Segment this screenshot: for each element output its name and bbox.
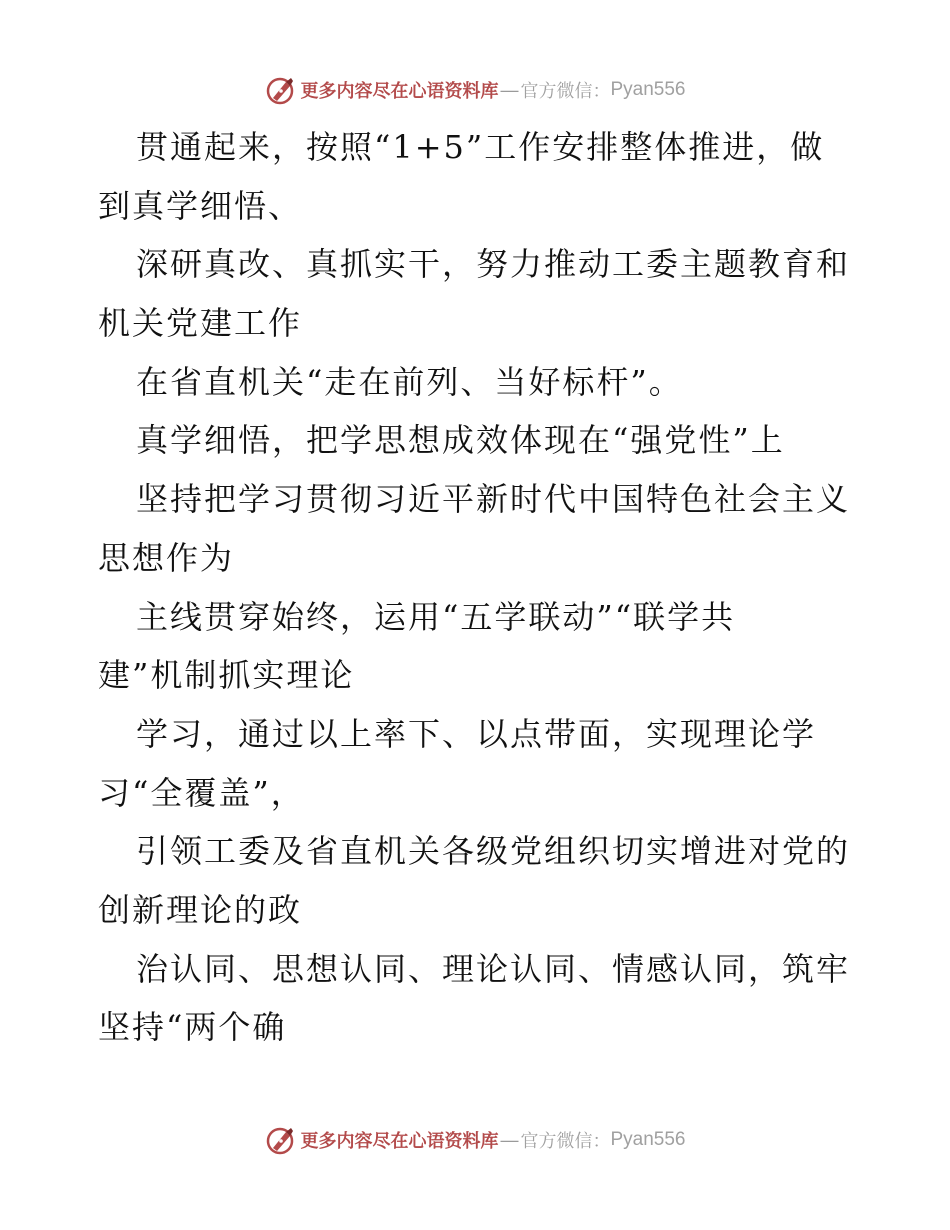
header-dash: — — [500, 79, 519, 100]
footer-dash: — — [500, 1129, 519, 1150]
body-line: 贯通起来，按照“1+5”工作安排整体推进，做 — [136, 128, 825, 166]
pen-nib-logo-icon — [264, 74, 296, 106]
footer-banner — [0, 1122, 950, 1158]
body-line: 真学细悟，把学思想成效体现在“强党性”上 — [136, 421, 785, 460]
footer-wechat-label: 官方微信： — [520, 1131, 611, 1152]
footer-brand-text: 更多内容尽在心语资料库 — [300, 1131, 499, 1152]
body-line: 习“全覆盖”， — [98, 773, 305, 812]
body-line: 治认同、思想认同、理论认同、情感认同，筑牢 — [136, 949, 851, 988]
body-line: 创新理论的政 — [98, 890, 303, 929]
body-line: 到真学细悟、 — [98, 186, 303, 225]
body-line: 在省直机关“走在前列、当好标杆”。 — [136, 362, 683, 401]
footer-wechat-id: Pyan556 — [610, 1129, 686, 1150]
body-line: 坚持“两个确 — [98, 1008, 287, 1047]
body-line: 引领工委及省直机关各级党组织切实增进对党的 — [136, 832, 851, 871]
body-line: 深研真改、真抓实干，努力推动工委主题教育和 — [136, 245, 851, 284]
body-line: 主线贯穿始终，运用“五学联动”“联学共 — [136, 597, 736, 636]
body-line: 思想作为 — [98, 538, 235, 577]
header-brand-text: 更多内容尽在心语资料库 — [300, 81, 499, 102]
body-text — [98, 118, 868, 1057]
body-line: 机关党建工作 — [98, 304, 303, 343]
header-wechat-label: 官方微信： — [520, 81, 611, 102]
header-banner — [0, 72, 950, 108]
header-wechat-id: Pyan556 — [610, 79, 686, 100]
pen-nib-logo-icon — [264, 1124, 296, 1156]
body-line: 学习，通过以上率下、以点带面，实现理论学 — [136, 714, 817, 753]
body-line: 坚持把学习贯彻习近平新时代中国特色社会主义 — [136, 480, 851, 519]
body-line: 建”机制抓实理论 — [98, 656, 355, 695]
